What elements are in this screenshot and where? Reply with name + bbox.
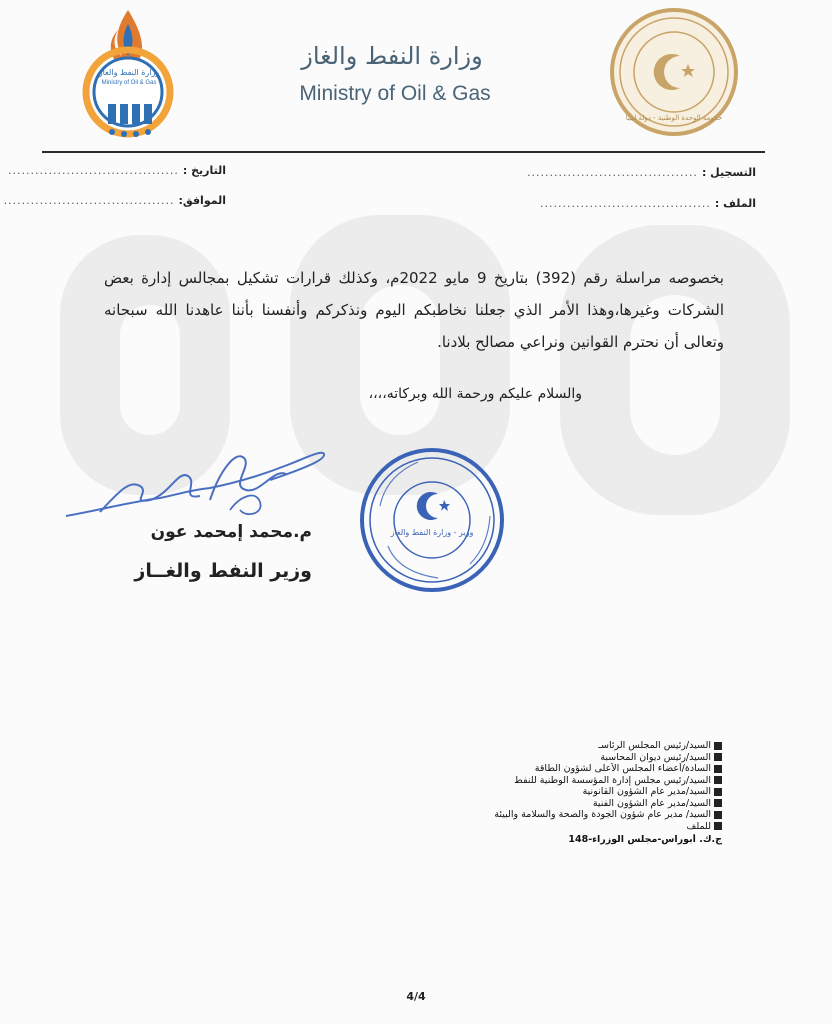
cc-item: السيد/رئيس ديوان المحاسبة xyxy=(410,752,722,764)
bullet-square-icon xyxy=(714,742,722,750)
stamp-text: وزير - وزارة النفط والغاز xyxy=(390,528,474,537)
file-label: الملف : xyxy=(714,197,756,210)
file-dots: ...................................... xyxy=(540,197,711,210)
cc-item: السيد/مدير عام الشؤون الفنية xyxy=(410,798,722,810)
handwritten-signature xyxy=(60,440,330,530)
cc-item: السادة/أعضاء المجلس الأعلى لشؤون الطاقة xyxy=(410,763,722,775)
cc-item: للملف xyxy=(410,821,722,833)
letter-body: بخصوصه مراسلة رقم (392) بتاريخ 9 مايو 2022م، وكذلك قرارات تشكيل بمجالس إدارة بعض الشركات وغيرها،وهذا الأمر الذي جعلنا نخاطبكم اليوم ونذكركم وأنفسنا بأننا عاهدنا الله سبحانه وتعالى أن نحترم القوانين ونراعي مصالح بلادنا. xyxy=(104,269,724,351)
bullet-square-icon xyxy=(714,765,722,773)
ministry-name-ar: وزارة النفط والغاز xyxy=(301,42,483,70)
signatory-title: وزير النفط والغــاز xyxy=(134,560,312,582)
registration-dots: ...................................... xyxy=(527,166,698,179)
bullet-square-icon xyxy=(714,799,722,807)
closing-greeting: والسلام عليكم ورحمة الله وبركاته،،،، xyxy=(368,386,582,402)
bullet-square-icon xyxy=(714,776,722,784)
minister-stamp-icon xyxy=(358,446,506,594)
corresponding-dots: ...................................... xyxy=(3,194,175,207)
date-field xyxy=(8,164,226,177)
bullet-square-icon xyxy=(714,753,722,761)
registration-field xyxy=(527,166,756,179)
date-dots: ...................................... xyxy=(7,164,179,177)
page-number: 4/4 xyxy=(406,990,426,1003)
ministry-name-en: Ministry of Oil & Gas xyxy=(299,82,491,105)
signatory-name: م.محمد إمحمد عون xyxy=(150,522,312,542)
cc-item: السيد/رئيس مجلس إدارة المؤسسة الوطنية للنفط xyxy=(410,775,722,787)
cc-item: السيد/مدير عام الشؤون القانونية xyxy=(410,786,722,798)
header-rule xyxy=(42,151,765,153)
cc-item: السيد/ مدير عام شؤون الجودة والصحة والسلامة والبيئة xyxy=(410,809,722,821)
cc-list xyxy=(410,740,722,846)
corresponding-label: الموافق: xyxy=(178,194,226,207)
date-label: التاريخ : xyxy=(182,164,226,177)
cc-reference: ج.ك. أبوراس-مجلس الوزراء-148 xyxy=(568,834,722,845)
bullet-square-icon xyxy=(714,788,722,796)
bullet-square-icon xyxy=(714,822,722,830)
logo-caption-en: Ministry of Oil & Gas xyxy=(101,80,157,86)
seal-text: حكومة الوحدة الوطنية - دولة ليبيا xyxy=(625,114,723,122)
logo-caption-ar: وزارة النفط والغاز xyxy=(98,68,160,77)
bullet-square-icon xyxy=(714,811,722,819)
registration-label: التسجيل : xyxy=(701,166,756,179)
cc-item: السيد/رئيس المجلس الرئاسـ xyxy=(410,740,722,752)
